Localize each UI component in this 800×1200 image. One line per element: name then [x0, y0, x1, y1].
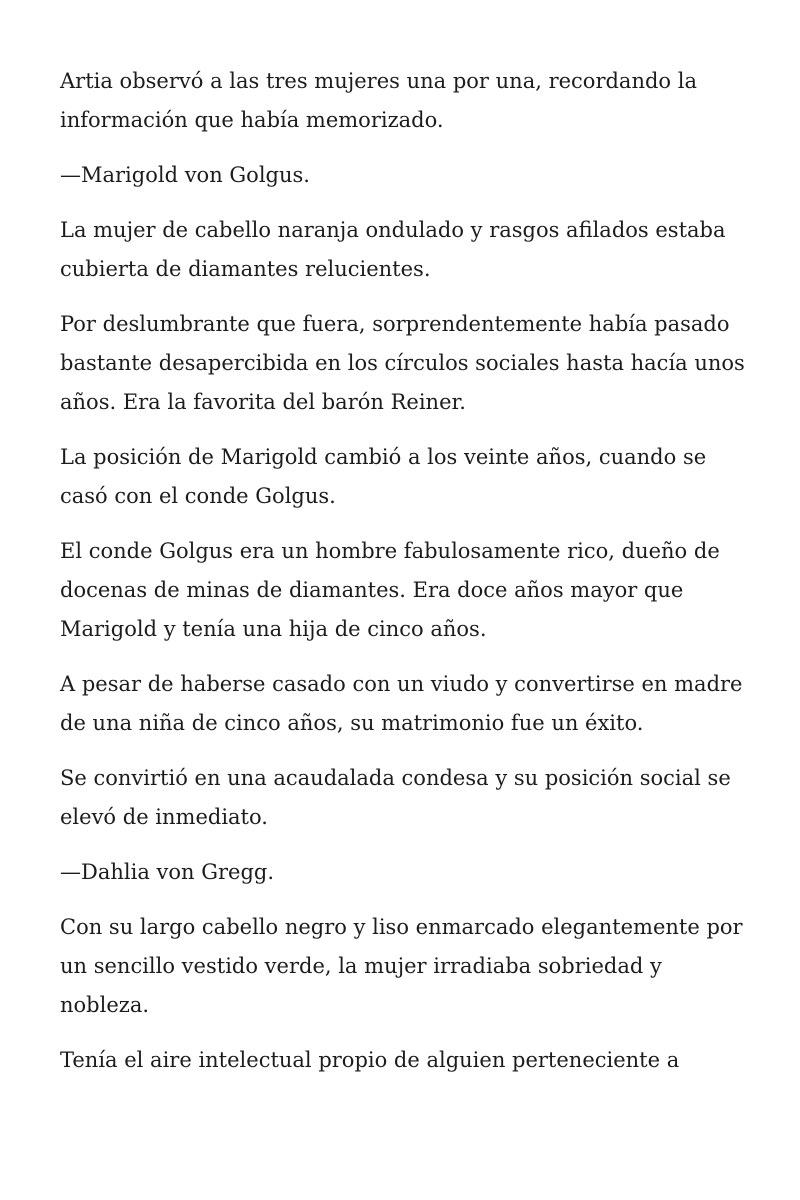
paragraph-5: La posición de Marigold cambió a los veinte años, cuando se casó con el conde Golgus.: [60, 445, 707, 508]
paragraph-3: La mujer de cabello naranja ondulado y rasgos afilados estaba cubierta de diamantes relucientes.: [60, 218, 726, 281]
paragraph-2: —Marigold von Golgus.: [60, 163, 310, 187]
paragraph-4: Por deslumbrante que fuera, sorprendentemente había pasado bastante desapercibida en los círculos sociales hasta hacía unos años. Era la favorita del barón Reiner.: [60, 312, 745, 414]
paragraph-6: El conde Golgus era un hombre fabulosamente rico, dueño de docenas de minas de diamantes. Era doce años mayor que Marigold y tenía una hija de cinco años.: [60, 539, 720, 641]
paragraph-8: Se convirtió en una acaudalada condesa y su posición social se elevó de inmediato.: [60, 766, 731, 829]
paragraph-9: —Dahlia von Gregg.: [60, 860, 275, 884]
paragraph-7: A pesar de haberse casado con un viudo y convertirse en madre de una niña de cinco años, su matrimonio fue un éxito.: [60, 672, 743, 735]
document-page: [60, 62, 750, 1096]
paragraph-10: Con su largo cabello negro y liso enmarcado elegantemente por un sencillo vestido verde, la mujer irradiaba sobriedad y nobleza.: [60, 915, 743, 1017]
paragraph-11: Tenía el aire intelectual propio de alguien perteneciente a: [60, 1048, 680, 1072]
paragraph-1: Artia observó a las tres mujeres una por una, recordando la información que había memorizado.: [60, 69, 697, 132]
